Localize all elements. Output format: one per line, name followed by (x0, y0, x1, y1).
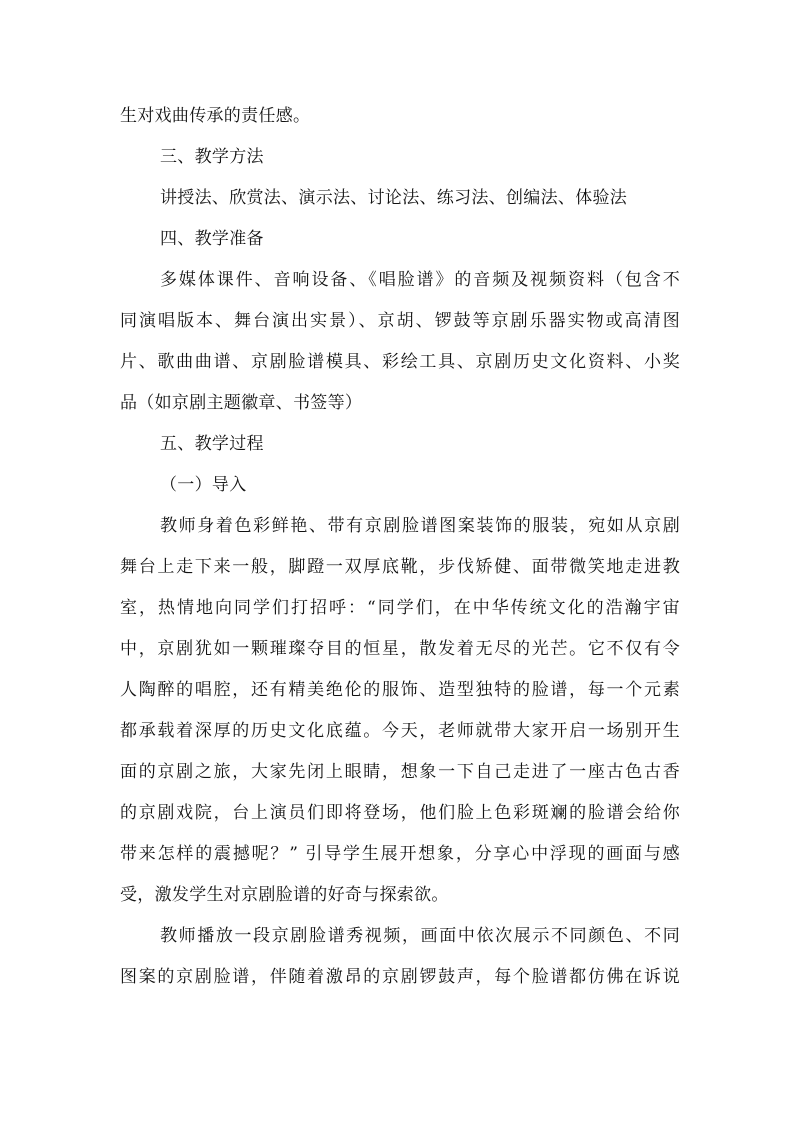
text-line: 三、教学方法 (160, 147, 264, 167)
text-line: 同演唱版本、舞台演出实景）、京胡、锣鼓等京剧乐器实物或高清图 (120, 311, 680, 331)
text-line: 中，京剧犹如一颗璀璨夺目的恒星，散发着无尽的光芒。它不仅有令 (120, 639, 680, 659)
text-line: 生对戏曲传承的责任感。 (120, 106, 311, 126)
text-line: （一）导入 (160, 475, 247, 495)
text-line: 教师身着色彩鲜艳、带有京剧脸谱图案装饰的服装，宛如从京剧 (160, 516, 680, 536)
text-line: 带来怎样的震撼呢？” 引导学生展开想象，分享心中浮现的画面与感 (120, 844, 680, 864)
document-body (120, 96, 680, 998)
text-line: 品（如京剧主题徽章、书签等） (120, 393, 363, 413)
text-line: 多媒体课件、音响设备、《唱脸谱》的音频及视频资料（包含不 (160, 270, 680, 290)
text-line: 人陶醉的唱腔，还有精美绝伦的服饰、造型独特的脸谱，每一个元素 (120, 680, 680, 700)
text-line: 讲授法、欣赏法、演示法、讨论法、练习法、创编法、体验法 (160, 188, 628, 208)
text-line: 室，热情地向同学们打招呼：“同学们，在中华传统文化的浩瀚宇宙 (120, 598, 680, 618)
text-line: 四、教学准备 (160, 229, 264, 249)
text-line: 片、歌曲曲谱、京剧脸谱模具、彩绘工具、京剧历史文化资料、小奖 (120, 352, 680, 372)
text-line: 的京剧戏院，台上演员们即将登场，他们脸上色彩斑斓的脸谱会给你 (120, 803, 680, 823)
text-line: 都承载着深厚的历史文化底蕴。今天，老师就带大家开启一场别开生 (120, 721, 680, 741)
text-line: 受，激发学生对京剧脸谱的好奇与探索欲。 (120, 885, 449, 905)
text-line: 教师播放一段京剧脸谱秀视频，画面中依次展示不同颜色、不同 (160, 926, 680, 946)
text-line: 图案的京剧脸谱，伴随着激昂的京剧锣鼓声，每个脸谱都仿佛在诉说 (120, 967, 680, 987)
text-line: 舞台上走下来一般，脚蹬一双厚底靴，步伐矫健、面带微笑地走进教 (120, 557, 680, 577)
text-line: 五、教学过程 (160, 434, 264, 454)
text-line: 面的京剧之旅，大家先闭上眼睛，想象一下自己走进了一座古色古香 (120, 762, 680, 782)
